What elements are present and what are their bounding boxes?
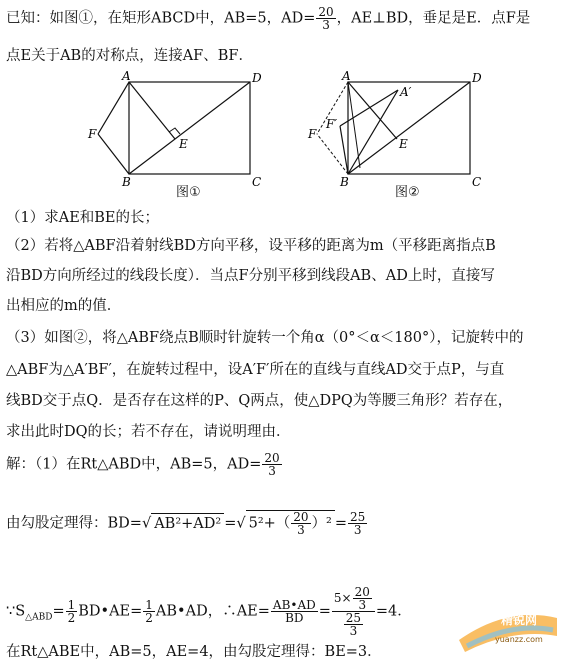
question-3-line-2: △ABF为△A′BF′，在旋转过程中，设A′F′所在的直线与直线AD交于点P，与直	[6, 362, 505, 378]
label-c: C	[252, 175, 262, 189]
problem-line-2: 点E关于AB的对称点，连接AF、BF．	[6, 48, 253, 64]
solution-line-4: 在Rt△ABE中，AB=5，AE=4，由勾股定理得：BE=3．	[6, 644, 382, 660]
solution-line-2: 由勾股定理得：BD=√ AB²+AD² =√ 5²+（ $\frac{20}{3}$ ）² = $\frac{25}{3}$	[6, 510, 366, 537]
radical-1: AB²+AD²	[151, 513, 224, 534]
svg-text:精锐网: 精锐网	[501, 613, 538, 627]
fraction: $\frac{20}{3}$	[318, 5, 334, 32]
label-f-prime: F′	[326, 117, 338, 131]
question-1: （1）求AE和BE的长；	[6, 210, 160, 226]
question-2-line-3: 出相应的m的值．	[6, 298, 122, 314]
question-2-line-2: 沿BD方向所经过的线段长度）．当点F分别平移到线段AB、AD上时，直接写	[6, 268, 495, 284]
figure-1-caption: 图①	[176, 185, 201, 200]
fraction: $\frac{25}{3}$	[350, 510, 366, 537]
compound-fraction: 5× $\frac{20}{3}$ $\frac{25}{3}$	[332, 586, 375, 637]
label-a: A	[122, 69, 131, 83]
question-2-line-1: （2）若将△ABF沿着射线BD方向平移，设平移的距离为m（平移距离指点B	[6, 238, 496, 254]
segment-ae-2	[348, 82, 397, 139]
label-a-2: A	[342, 69, 351, 83]
figure-2	[300, 68, 500, 190]
label-e: E	[179, 137, 188, 151]
segment-a-prime-f-prime	[340, 90, 398, 126]
label-a-prime: A′	[400, 85, 412, 99]
problem-line-1: 已知：如图①，在矩形ABCD中，AB=5，AD= $\frac{20}{3}$ ，AE⊥BD，垂足是E．点F是	[6, 5, 531, 32]
label-f-2: F	[308, 127, 317, 141]
solution-line-1: 解：（1）在Rt△ABD中，AB=5，AD= $\frac{20}{3}$	[6, 451, 280, 478]
segment-af	[98, 82, 129, 134]
segment-bf	[98, 134, 129, 174]
label-d-2: D	[472, 71, 482, 85]
figure-2-caption: 图②	[395, 185, 420, 200]
label-d: D	[252, 71, 262, 85]
diagonal-bd	[129, 82, 250, 174]
radical-2: 5²+（ $\frac{20}{3}$ ）²	[246, 510, 335, 536]
segment-ae	[129, 82, 175, 139]
fraction: $\frac{20}{3}$	[264, 451, 280, 478]
label-b: B	[122, 175, 131, 189]
figure-1	[78, 68, 278, 190]
label-e-2: E	[399, 137, 408, 151]
question-3-line-1: （3）如图②，将△ABF绕点B顺时针旋转一个角α（0°＜α＜180°），记旋转中的	[6, 330, 524, 346]
label-f: F	[88, 127, 97, 141]
svg-text:yuanzz.com: yuanzz.com	[495, 635, 543, 644]
label-b-2: B	[340, 175, 349, 189]
question-3-line-3: 线BD交于点Q．是否存在这样的P、Q两点，使△DPQ为等腰三角形？若存在，	[6, 393, 513, 409]
solution-line-3: $\because S_{\triangle ABD}=$ $\frac{1}{2}$ BD•AE= $\frac{1}{2}$ AB•AD，∴AE= $\frac{AB•AD}{BD}$ = 5× $\frac{20}{3}$ $\frac{25}{3}$ =4．	[6, 585, 412, 638]
question-3-line-4: 求出此时DQ的长；若不存在，请说明理由．	[6, 424, 291, 440]
dashed-bf	[317, 134, 348, 174]
site-watermark-logo	[453, 596, 563, 656]
segment-ae-ext	[348, 82, 360, 168]
label-c-2: C	[472, 175, 482, 189]
segment-bf-prime	[340, 126, 348, 174]
